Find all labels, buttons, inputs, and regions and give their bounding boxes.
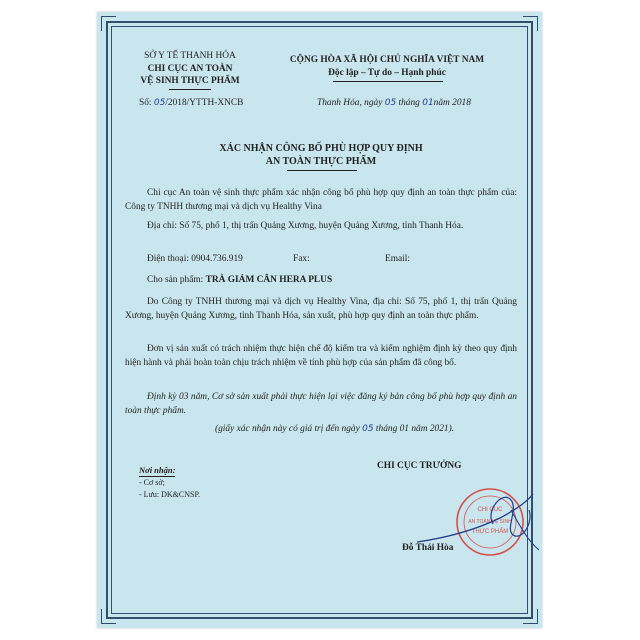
recipient-item: - Lưu: DK&CNSP.: [139, 490, 201, 499]
stamp-text-mid2: THỰC PHẨM: [471, 529, 509, 535]
address-paragraph: Địa chỉ: Số 75, phố 1, thị trấn Quảng Xương, huyện Quảng Xương, tỉnh Thanh Hóa.: [147, 221, 464, 231]
phone-line: Điện thoại: 0904.736.919: [147, 254, 243, 264]
periodic-paragraph: Định kỳ 03 năm, Cơ sở sản xuất phải thực hiện lại việc đăng ký bản công bố phù hợp quy định an toàn thực phẩm.: [125, 392, 517, 416]
document-number: Số: 05/2018/YTTH-XNCB: [139, 98, 244, 108]
signer-name: Đỗ Thái Hòa: [402, 543, 454, 553]
corner-ornament: [523, 16, 538, 31]
product-name: TRÀ GIẢM CÂN HERA PLUS: [205, 275, 333, 285]
recipients-title: Nơi nhận:: [139, 465, 176, 475]
issuer-department: SỞ Y TẾ THANH HÓA: [144, 51, 236, 61]
fax-label: Fax:: [293, 254, 310, 264]
national-motto: Độc lập – Tự do – Hạnh phúc: [328, 68, 446, 78]
recipient-item: - Cơ sở;: [139, 478, 165, 487]
stamp-text-top: CHI CỤC: [477, 507, 503, 513]
product-line: Cho sản phẩm: TRÀ GIẢM CÂN HERA PLUS: [147, 275, 333, 285]
corner-ornament: [101, 609, 116, 624]
motto-underline: [333, 81, 443, 82]
signer-role: CHI CỤC TRƯỞNG: [377, 461, 462, 471]
document-title-line2: AN TOÀN THỰC PHẨM: [265, 156, 377, 167]
issuer-agency-line1: CHI CỤC AN TOÀN: [147, 64, 233, 74]
corner-ornament: [101, 16, 116, 31]
stamp-text-mid1: AN TOÀN VỆ SINH: [468, 519, 512, 525]
validity-note: (giấy xác nhận này có giá trị đến ngày 05 tháng 01 năm 2021).: [215, 424, 455, 434]
producer-paragraph: Do Công ty TNHH thương mại và dịch vụ Healthy Vina, địa chỉ: Số 75, phố 1, thị trấn Quảng Xương, huyện Quảng Xương, tỉnh Thanh Hóa, sản xuất, phù hợp quy định an toàn thực phẩm.: [125, 297, 517, 321]
national-title: CỘNG HÒA XÃ HỘI CHỦ NGHĨA VIỆT NAM: [289, 55, 485, 65]
header-underline: [169, 89, 211, 90]
title-underline: [287, 170, 357, 171]
document-title-line1: XÁC NHẬN CÔNG BỐ PHÙ HỢP QUY ĐỊNH: [219, 143, 423, 154]
corner-ornament: [523, 609, 538, 624]
issue-date: Thanh Hóa, ngày 05 tháng 01năm 2018: [317, 98, 471, 108]
responsibility-paragraph: Đơn vị sản xuất có trách nhiệm thực hiện chế độ kiểm tra và kiểm nghiệm định kỳ theo quy định hiện hành và phải hoàn toàn chịu trách nhiệm về tính phù hợp của sản phẩm đã công bố.: [125, 344, 517, 368]
certificate-document: [97, 12, 542, 628]
email-label: Email:: [385, 254, 410, 264]
issuer-agency-line2: VỆ SINH THỰC PHẨM: [140, 76, 240, 86]
intro-paragraph: Chi cục An toàn vệ sinh thực phẩm xác nhận công bố phù hợp quy định an toàn thực phẩm của: Công ty TNHH thương mại và dịch vụ Healthy Vina: [125, 188, 517, 212]
